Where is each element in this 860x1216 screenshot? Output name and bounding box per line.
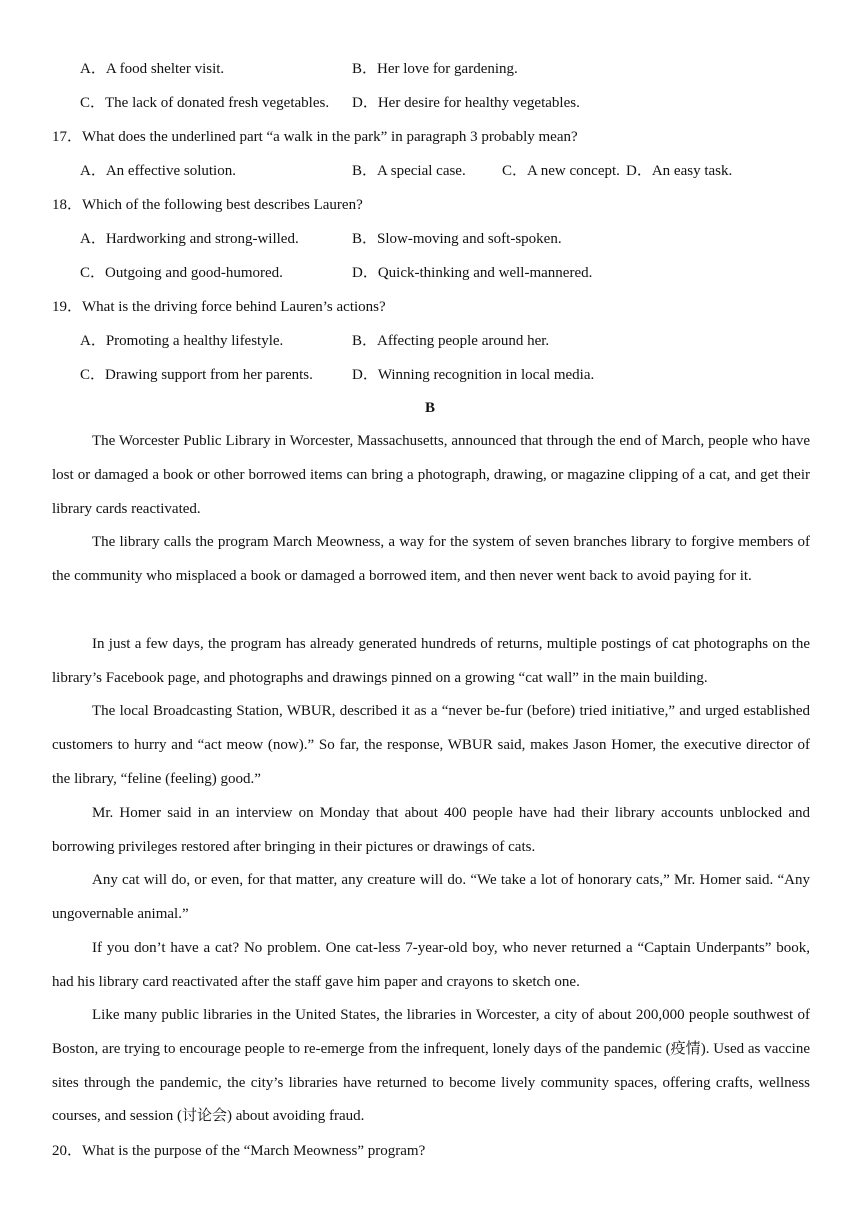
q17-option-b[interactable]: B．A special case. — [352, 163, 466, 179]
q19-option-d[interactable]: D．Winning recognition in local media. — [352, 367, 595, 383]
q17-option-a[interactable]: A．An effective solution. — [80, 163, 236, 179]
q18-option-c[interactable]: C．Outgoing and good-humored. — [80, 265, 283, 281]
passage-paragraph — [52, 628, 810, 696]
q17-option-c[interactable]: C．A new concept. — [502, 163, 620, 179]
passage-paragraph — [52, 526, 810, 594]
passage-paragraph — [52, 425, 810, 526]
passage-paragraph — [52, 864, 810, 932]
passage-text: The library calls the program March Meowness, a way for the system of seven branches library to forgive members of the community who misplaced a book or damaged a borrowed item, and then never went back to avoid paying for it. — [52, 534, 810, 584]
q19-option-c[interactable]: C．Drawing support from her parents. — [80, 367, 313, 383]
passage-text: In just a few days, the program has already generated hundreds of returns, multiple postings of cat photographs on the library’s Facebook page, and photographs and drawings pinned on a growing “cat wall” in the main building. — [52, 636, 810, 686]
q19-stem: 19．What is the driving force behind Lauren’s actions? — [52, 299, 386, 315]
passage-text: If you don’t have a cat? No problem. One cat-less 7-year-old boy, who never returned a “Captain Underpants” book, had his library card reactivated after the staff gave him paper and crayons to sketch one. — [52, 940, 810, 990]
q16-option-c[interactable]: C．The lack of donated fresh vegetables. — [80, 95, 330, 111]
passage-text: Like many public libraries in the United States, the libraries in Worcester, a city of about 200,000 people southwest of Boston, are trying to encourage people to re-emerge from the infrequent, lonely days of the pandemic (疫情). Used as vaccine sites through the pandemic, the city’s libraries have returned to become lively community spaces, offering crafts, wellness courses, and session (讨论会) about avoiding fraud. — [52, 1007, 810, 1125]
passage-paragraph — [52, 695, 810, 796]
q19-option-b[interactable]: B．Affecting people around her. — [352, 333, 550, 349]
q18-option-d[interactable]: D．Quick-thinking and well-mannered. — [352, 265, 593, 281]
passage-paragraph — [52, 932, 810, 1000]
q18-stem: 18．Which of the following best describes Lauren? — [52, 197, 363, 213]
q19-option-a[interactable]: A．Promoting a healthy lifestyle. — [80, 333, 284, 349]
q16-option-d[interactable]: D．Her desire for healthy vegetables. — [352, 95, 580, 111]
passage-text: Mr. Homer said in an interview on Monday that about 400 people have had their library accounts unblocked and borrowing privileges restored after bringing in their pictures or drawings of cats. — [52, 805, 810, 855]
q18-option-a[interactable]: A．Hardworking and strong-willed. — [80, 231, 299, 247]
q17-option-d[interactable]: D．An easy task. — [626, 163, 733, 179]
q16-option-b[interactable]: B．Her love for gardening. — [352, 61, 518, 77]
passage-paragraph — [52, 999, 810, 1134]
passage-text: The local Broadcasting Station, WBUR, described it as a “never be-fur (before) tried initiative,” and urged established customers to hurry and “act meow (now).” So far, the response, WBUR said, makes Jason Homer, the executive director of the library, “feline (feeling) good.” — [52, 703, 810, 787]
q20-stem: 20．What is the purpose of the “March Meowness” program? — [52, 1143, 426, 1159]
passage-text: Any cat will do, or even, for that matter, any creature will do. “We take a lot of honorary cats,” Mr. Homer said. “Any ungovernable animal.” — [52, 872, 810, 922]
q17-stem: 17．What does the underlined part “a walk in the park” in paragraph 3 probably mean? — [52, 129, 578, 145]
passage-text: The Worcester Public Library in Worcester, Massachusetts, announced that through the end of March, people who have lost or damaged a book or other borrowed items can bring a photograph, drawing, or magazine clipping of a cat, and get their library cards reactivated. — [52, 433, 810, 517]
q18-option-b[interactable]: B．Slow-moving and soft-spoken. — [352, 231, 562, 247]
q16-option-a[interactable]: A．A food shelter visit. — [80, 61, 225, 77]
section-heading: B — [424, 400, 435, 416]
passage-paragraph — [52, 797, 810, 865]
